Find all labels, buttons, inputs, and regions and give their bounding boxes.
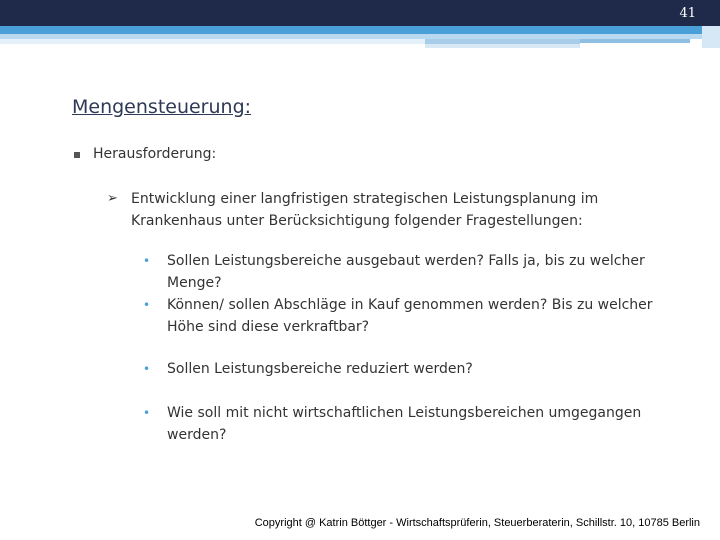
slide-title: Mengensteuerung: — [72, 96, 252, 118]
header-bar — [0, 0, 720, 26]
bullet-level1-text: Herausforderung: — [93, 146, 217, 162]
bullet-level2 — [107, 188, 627, 232]
decorative-stripe — [0, 26, 702, 34]
dot-bullet-icon: • — [143, 406, 151, 420]
decorative-stripe — [580, 39, 690, 43]
dot-bullet-icon: • — [143, 254, 151, 268]
dot-bullet-icon: • — [143, 298, 151, 312]
bullet-level3-item — [143, 358, 673, 380]
decorative-stripe — [425, 44, 580, 48]
arrow-bullet-icon: ➢ — [107, 191, 118, 206]
bullet-level3-item — [143, 294, 673, 338]
decorative-corner — [702, 26, 720, 48]
footer-copyright: Copyright @ Katrin Böttger - Wirtschaftsprüferin, Steuerberaterin, Schillstr. 10, 10785 Berlin — [254, 517, 700, 529]
bullet-level3-text: Sollen Leistungsbereiche reduziert werden? — [167, 361, 473, 377]
dot-bullet-icon: • — [143, 362, 151, 376]
bullet-level3-text: Sollen Leistungsbereiche ausgebaut werden? Falls ja, bis zu welcher Menge? — [167, 253, 645, 291]
bullet-level3-item — [143, 402, 673, 446]
decorative-stripe — [0, 39, 425, 44]
bullet-level1 — [72, 146, 216, 162]
slide-number: 41 — [679, 6, 696, 21]
bullet-level3-text: Können/ sollen Abschläge in Kauf genommen werden? Bis zu welcher Höhe sind diese verkraftbar? — [167, 297, 653, 335]
bullet-level2-text: Entwicklung einer langfristigen strategischen Leistungsplanung im Krankenhaus unter Berücksichtigung folgender Fragestellungen: — [131, 191, 599, 229]
square-bullet-icon — [74, 152, 80, 158]
bullet-level3-item — [143, 250, 673, 294]
bullet-level3-text: Wie soll mit nicht wirtschaftlichen Leistungsbereichen umgegangen werden? — [167, 405, 642, 443]
